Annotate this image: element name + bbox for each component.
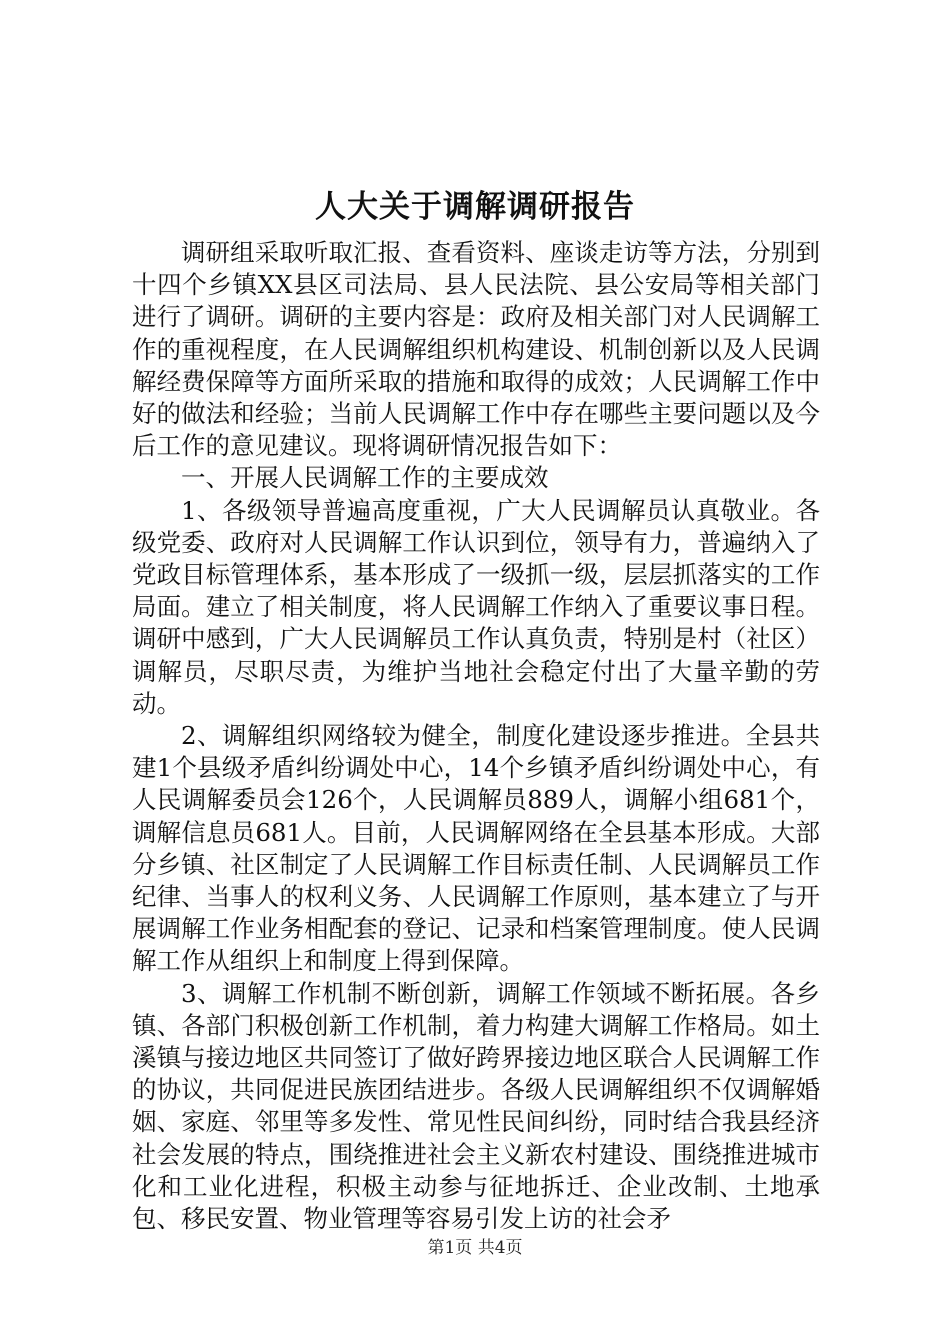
page-number-footer: 第1页 共4页 (427, 1238, 523, 1258)
paragraph-point-2: 2、调解组织网络较为健全，制度化建设逐步推进。全县共建1个县级矛盾纠纷调处中心，14个乡镇矛盾纠纷调处中心，有人民调解委员会126个，人民调解员889人，调解小组681个，调解信息员681人。目前，人民调解网络在全县基本形成。大部分乡镇、社区制定了人民调解工作目标责任制、人民调解员工作纪律、当事人的权利义务、人民调解工作原则，基本建立了与开展调解工作业务相配套的登记、记录和档案管理制度。使人民调解工作从组织上和制度上得到保障。 (132, 721, 820, 976)
document-title: 人大关于调解调研报告 (315, 189, 635, 225)
paragraph-point-3: 3、调解工作机制不断创新，调解工作领域不断拓展。各乡镇、各部门积极创新工作机制，着力构建大调解工作格局。如土溪镇与接边地区共同签订了做好跨界接边地区联合人民调解工作的协议，共同促进民族团结进步。各级人民调解组织不仅调解婚姻、家庭、邻里等多发性、常见性民间纠纷，同时结合我县经济社会发展的特点，围绕推进社会主义新农村建设、围绕推进城市化和工业化进程，积极主动参与征地拆迁、企业改制、土地承包、移民安置、物业管理等容易引发上访的社会矛 (132, 978, 820, 1234)
document-body (132, 237, 820, 1235)
paragraph-point-1: 1、各级领导普遍高度重视，广大人民调解员认真敬业。各级党委、政府对人民调解工作认识到位，领导有力，普遍纳入了党政目标管理体系，基本形成了一级抓一级，层层抓落实的工作局面。建立了相关制度，将人民调解工作纳入了重要议事日程。调研中感到，广大人民调解员工作认真负责，特别是村（社区）调解员，尽职尽责，为维护当地社会稳定付出了大量辛勤的劳动。 (132, 495, 820, 718)
paragraph-intro: 调研组采取听取汇报、查看资料、座谈走访等方法，分别到十四个乡镇XX县区司法局、县人民法院、县公安局等相关部门进行了调研。调研的主要内容是：政府及相关部门对人民调解工作的重视程度，在人民调解组织机构建设、机制创新以及人民调解经费保障等方面所采取的措施和取得的成效；人民调解工作中好的做法和经验；当前人民调解工作中存在哪些主要问题以及今后工作的意见建议。现将调研情况报告如下： (132, 238, 820, 461)
section-heading: 一、开展人民调解工作的主要成效 (181, 463, 549, 493)
